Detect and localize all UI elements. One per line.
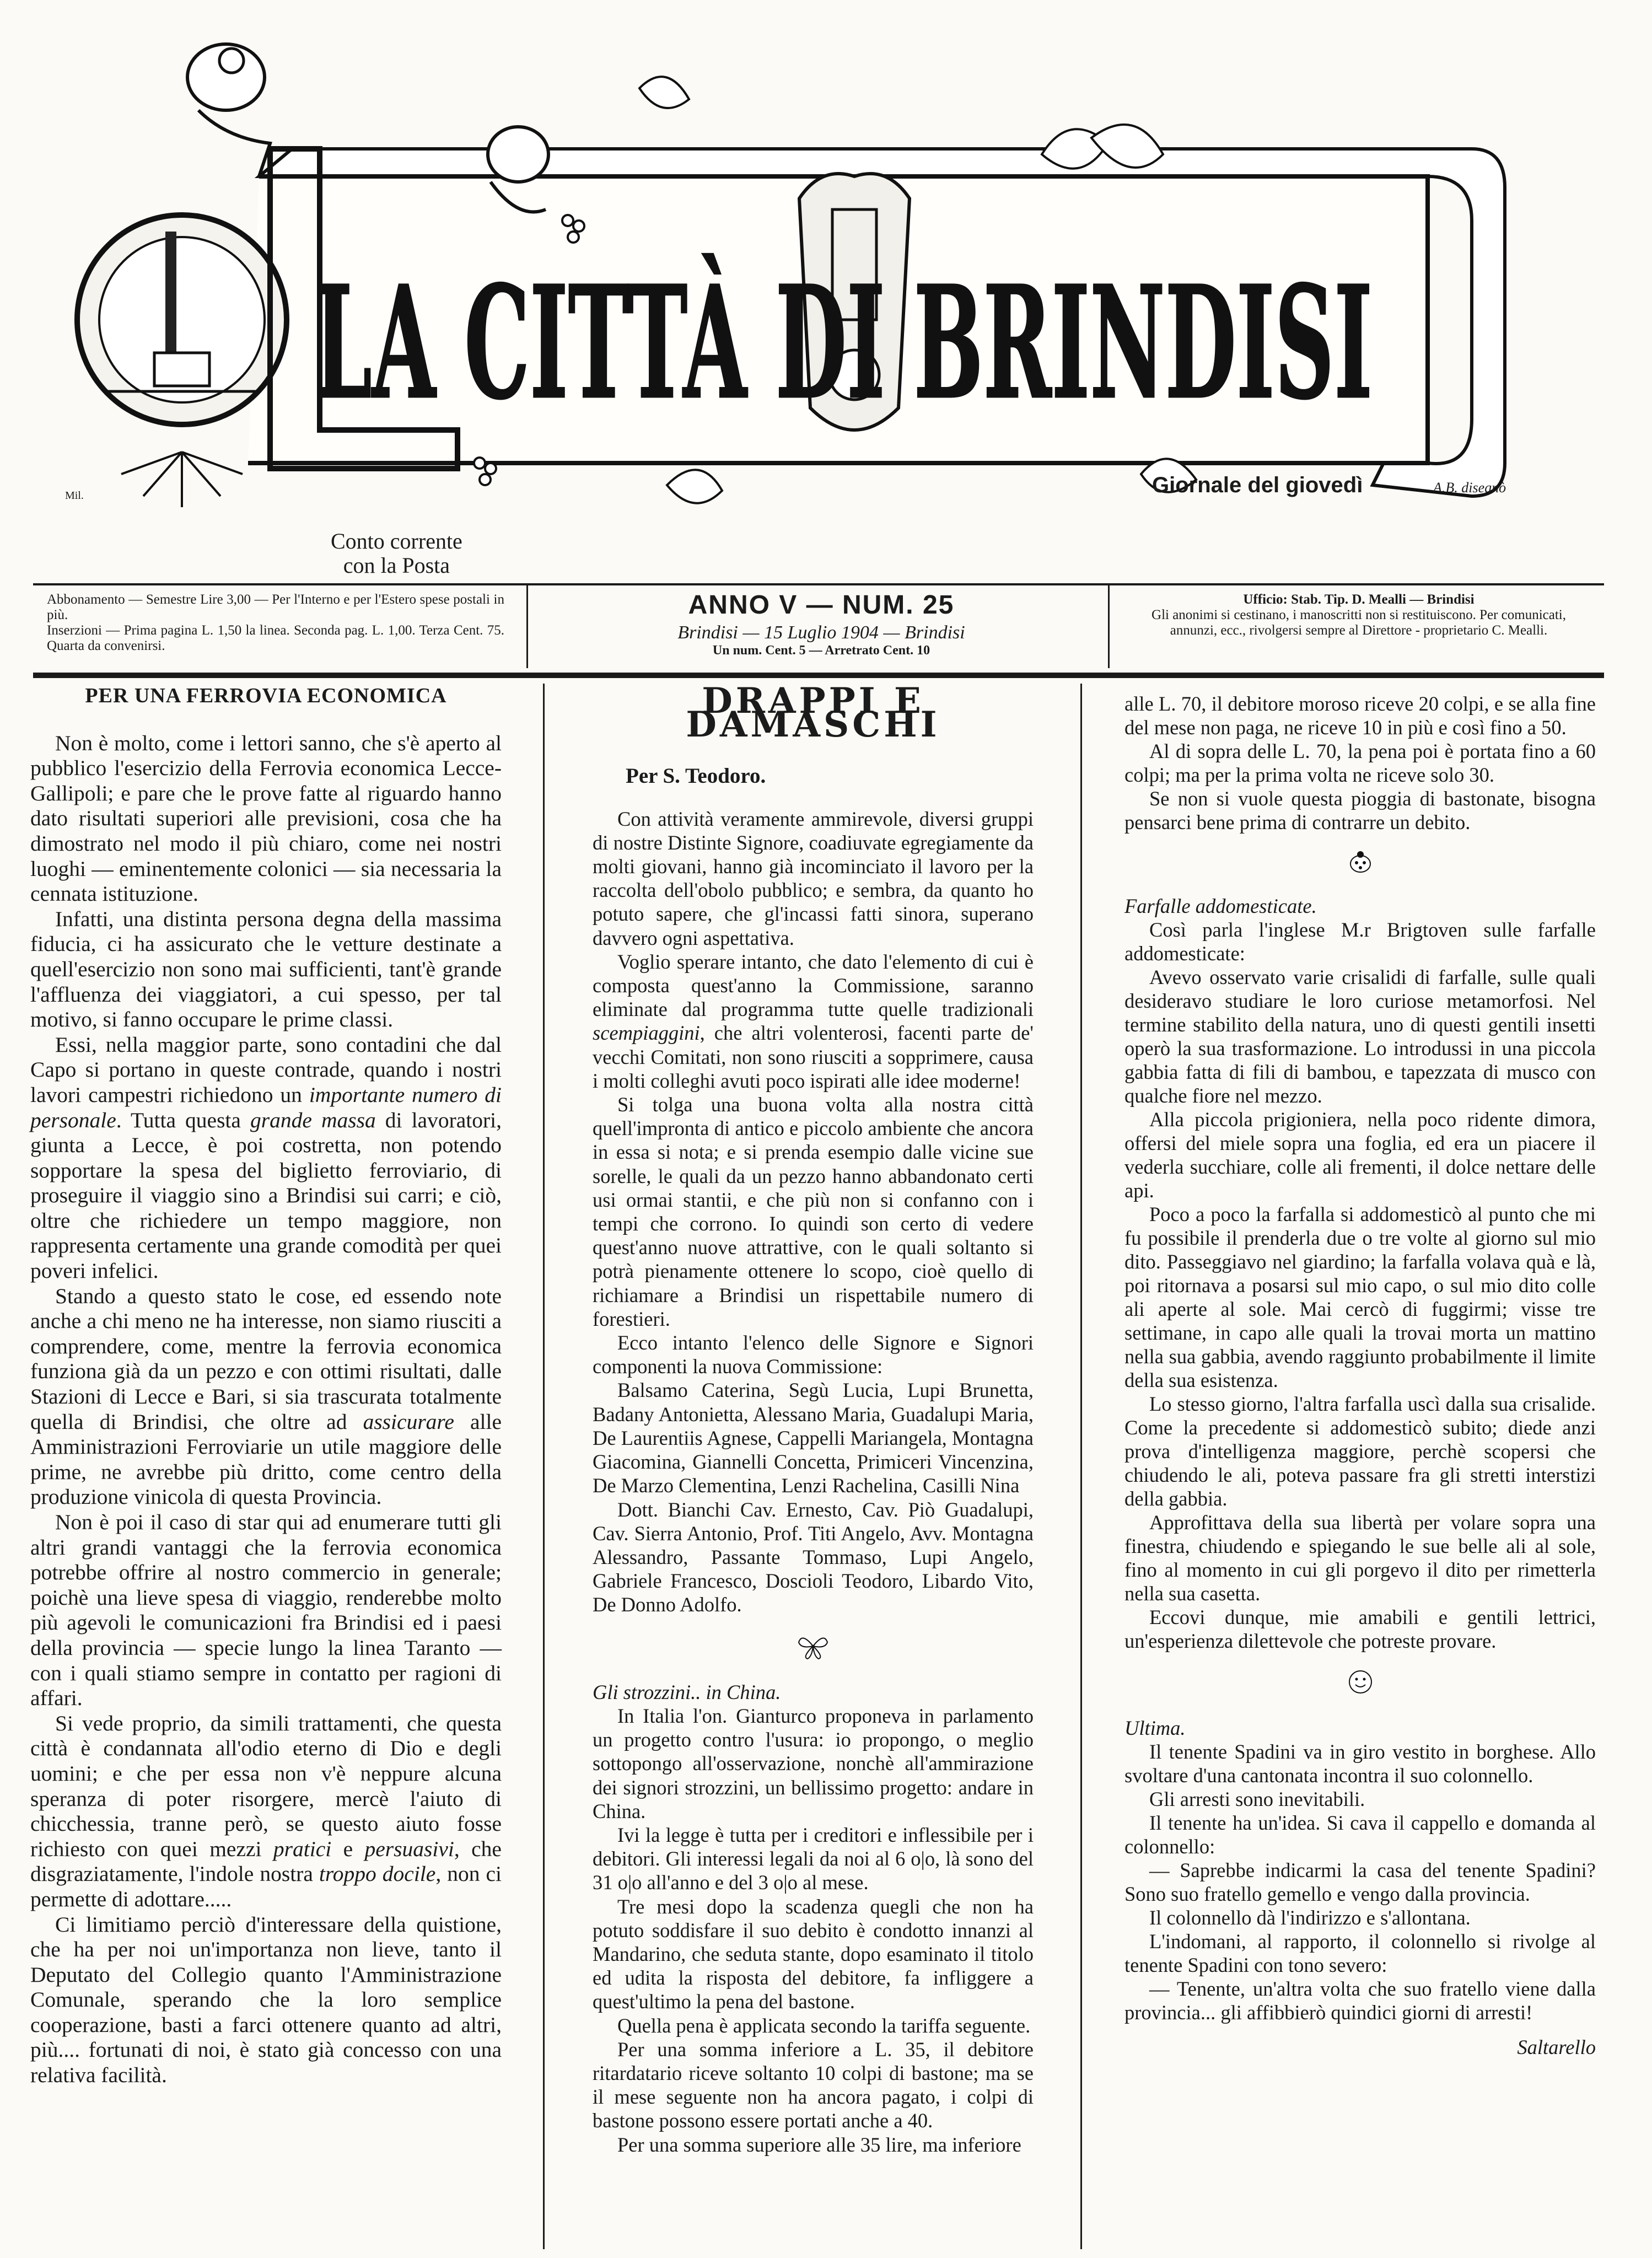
paragraph: Non è poi il caso di star qui ad enumerare tutti gli altri grandi vantaggi che la ferrovia economica potrebbe offrire al nostro commercio in generale; poichè una lieve spesa di viaggio, renderebbe molto più agevoli le comunicazioni fra Brindisi ed i paesi della provincia — specie lungo la linea Taranto — con i quali stiamo sempre in contatto per ragioni di affari. [30,1510,502,1711]
artist-credit: A.B. disegnò [1433,480,1506,496]
paragraph: Ecco intanto l'elenco delle Signore e Signori componenti la nuova Commissione: [593,1331,1034,1378]
office-line: Ufficio: Stab. Tip. D. Mealli — Brindisi [1243,592,1475,607]
paragraph: Tre mesi dopo la scadenza quegli che non ha potuto soddisfare il suo debito è condotto innanzi al Mandarino, che seduta stante, dopo esaminato il titolo ed udita la risposta del debitore, fa infliggere a quest'ultimo la pena del bastone. [593,1895,1034,2013]
paragraph: — Saprebbe indicarmi la casa del tenente Spadini? Sono suo fratello gemello e vengo dalla provincia. [1124,1859,1596,1905]
paragraph: Voglio sperare intanto, che dato l'elemento di cui è composta quest'anno la Commissione, saranno eliminate dal programma tutte quelle tradizionali scempiaggini, che altri volenterosi, facenti parte de' vecchi Comitati, non sono riusciti a sopprimere, causa i molti colleghi avuti poco ispirati alle idee moderne! [593,950,1034,1092]
paragraph: Per una somma superiore alle 35 lire, ma inferiore [617,2133,1021,2156]
office-info [1130,592,1588,638]
paragraph: Stando a questo stato le cose, ed essendo note anche a chi meno ne ha interesse, non siamo riusciti a comprendere, come, mentre la ferrovia economica funziona già da un pezzo e con ottimi risultati, dalle Stazioni di Lecce e Bari, si sia trascurata totalmente quella di Brindisi, che oltre ad assicurare alle Amministrazioni Ferroviarie un utile maggiore delle prime, ne avrebbe più dritto, come centro della produzione vinicola di questa Provincia. [30,1283,502,1509]
issue-date: Brindisi — 15 Luglio 1904 — Brindisi [677,622,965,643]
top-rule [33,583,1604,585]
issue-number: ANNO V — NUM. 25 [688,590,955,620]
masthead-mark: Mil. [65,490,84,502]
paragraph: Ivi la legge è tutta per i creditori e inflessibile per i debitori. Gli interessi legali da noi al 6 o|o, là sono del 31 o|o all'anno e del 3 o|o al mese. [593,1823,1034,1894]
header-rule [33,673,1604,678]
paragraph: Infatti, una distinta persona degna della massima fiducia, ci ha assicurato che le vetture destinate a quell'esercizio non sono mai sufficienti, tant'è grande l'affluenza dei viaggiatori, a cui spesso, per tal motivo, si fanno occupare le prime classi. [30,906,502,1032]
ladybug-ornament-icon [1124,850,1596,879]
paragraph: Se non si vuole questa pioggia di bastonate, bisogna pensarci bene prima di contrarre un debito. [1124,787,1596,834]
paragraph: — Tenente, un'altra volta che suo fratello viene dalla provincia... gli affibbierò quindici giorni di arresti! [1124,1977,1596,2024]
article-column-3 [1124,692,1596,2059]
paragraph: Balsamo Caterina, Segù Lucia, Lupi Brunetta, Badany Antonietta, Alessano Maria, Guadalupi Maria, De Laurentiis Agnese, Cappelli Mariangela, Montagna Giacomina, Giannelli Concetta, Primiceri Vincenzina, De Marzo Clementina, Lenzi Rachelina, Casilli Nina [593,1379,1034,1497]
paragraph: Lo stesso giorno, l'altra farfalla uscì dalla sua crisalide. Come la precedente si addomesticò subito; diede anzi prova d'intelligenza maggiore, perchè scopersi che chiudendo le ali, poteva passare fra gli stretti interstizi della gabbia. [1124,1393,1596,1510]
section-head-farfalle: Farfalle addomesticate. [1124,895,1317,917]
signature: Saltarello [1517,2036,1596,2058]
headline-drappi: DRAPPI E DAMASCHI [686,680,940,746]
paragraph: Avevo osservato varie crisalidi di farfalle, sulle quali desideravo studiare le loro curiose metamorfosi. Nel termine stabilito della natura, uno di questi gentili insetti operò la sua trasformazione. Lo introdussi in una piccola gabbia fatta di fili di bambou, e tapezzata di musco con qualche fiore nel mezzo. [1124,966,1596,1107]
paragraph: Si vede proprio, da simili trattamenti, che questa città è condannata all'odio eterno di Dio e degli uomini; e che per essa non v'è neppure alcuna speranza di poter risorgere, mercè l'aiuto di chicchessia, tranne però, se questo aiuto fosse richiesto con quei mezzi pratici e persuasivi, che disgraziatamente, l'indole nostra troppo docile, non ci permette di adottare..... [30,1711,502,1911]
article-ferrovia [30,684,502,2088]
paragraph: Essi, nella maggior parte, sono contadini che dal Capo si portano in queste contrade, quando i nostri lavori campestri richiedono un importante numero di personale. Tutta questa grande massa di lavoratori, giunta a Lecce, è poi costretta, non potendo sopportare la spesa del biglietto ferroviario, di proseguire il viaggio sino a Brindisi sui carri; e ciò, oltre che richiedere un tempo maggiore, non rappresenta certamente una grande comodità per quei poveri infelici. [30,1032,502,1283]
paragraph: Quella pena è applicata secondo la tariffa seguente. [617,2014,1031,2037]
postal-note-line-2: con la Posta [343,553,450,578]
section-head-ultima: Ultima. [1124,1717,1186,1739]
paragraph: Così parla l'inglese M.r Brigtoven sulle farfalle addomesticate: [1124,918,1596,965]
paragraph: Per una somma inferiore a L. 35, il debitore ritardatario riceve soltanto 10 colpi di bastone; ma se il mese seguente non ha ancora pagato, i colpi di bastone possono essere portati anche a 40. [593,2037,1034,2132]
butterfly-ornament-icon [593,1632,1034,1665]
masthead-title: LA CITTÀ DI BRINDISI [314,252,1373,434]
paragraph: Alla piccola prigioniera, nella poco ridente dimora, offersi del miele sopra una foglia, ed era un piacere il vederla succhiare, colle ali frementi, il dolce nettare delle api. [1124,1108,1596,1202]
column-divider-2 [1080,684,1082,2249]
paragraph: Dott. Bianchi Cav. Ernesto, Cav. Piò Guadalupi, Cav. Sierra Antonio, Prof. Titi Angelo, Avv. Montagna Alessandro, Passante Tommaso, Lupi Angelo, Gabriele Francesco, Doscioli Teodoro, Libardo Vito, De Donno Adolfo. [593,1498,1034,1616]
issue-info [546,590,1097,658]
subscription-info [47,592,504,654]
article-drappi [593,680,1034,2157]
issue-price: Un num. Cent. 5 — Arretrato Cent. 10 [712,643,930,658]
paragraph: Si tolga una buona volta alla nostra città quell'impronta di antico e piccolo ambiente che ancora in essa si nota; e si prenda esempio dalle vicine sue sorelle, le quali da un pezzo hanno abbandonato certi usi ormai stantii, e che più non si confanno con i tempi che corrono. Io quindi son certo di vedere quest'anno nuove attrattive, con le quali soltanto si potrà pienamente ottenere lo scopo, cioè quello di richiamare a Brindisi un rispettabile numero di forestieri. [593,1093,1034,1330]
paragraph: Poco a poco la farfalla si addomesticò al punto che mi fu possibile il prenderla due o tre volte al giorno sul mio dito. Passeggiavo nel giardino; la farfalla volava quà e là, poi ritornava a posarsi sul mio capo, o sul mio dito colle ali aperte al sole. Mai cercò di fuggirmi; visse tre settimane, in capo alle quali la trovai morta un mattino nella sua gabbia, avendo raggiunto probabilmente il limite della sua esistenza. [1124,1203,1596,1391]
paragraph: Non è molto, come i lettori sanno, che s'è aperto al pubblico l'esercizio della Ferrovia economica Lecce-Gallipoli; e pare che le prove fatte al riguardo hanno dato risultati superiori alle previsioni, cosa che ha dimostrato nel modo il più chiaro, come nei nostri luoghi — eminentemente colonici — sia necessaria la cennata istituzione. [30,730,502,906]
subscription-line: Abbonamento — Semestre Lire 3,00 — Per l'Interno e per l'Estero spese postali in più. [47,592,504,622]
paragraph: Gli arresti sono inevitabili. [1149,1788,1365,1810]
paragraph: L'indomani, al rapporto, il colonnello si rivolge al tenente Spadini con tono severo: [1124,1930,1596,1976]
section-head-strozzini: Gli strozzini.. in China. [593,1680,781,1703]
paragraph: Il colonnello dà l'indirizzo e s'allontana. [1149,1906,1471,1929]
paragraph: Il tenente Spadini va in giro vestito in borghese. Allo svoltare d'una cantonata incontra il suo colonnello. [1124,1740,1596,1787]
paragraph: Il tenente ha un'idea. Si cava il cappello e domanda al colonnello: [1124,1811,1596,1858]
paragraph: Ci limitiamo perciò d'interessare della quistione, che ha per noi un'importanza non lieve, tanto il Deputato del Collegio quanto l'Amministrazione Comunale, sperando che la loro semplice cooperazione, basti a farci ottenere quanto ad altri, più.... fortunati di noi, è stato già concesso con una relativa facilità. [30,1912,502,2088]
masthead-subtitle: Giornale del giovedì [1152,473,1363,497]
anonymous-notice: Gli anonimi si cestinano, i manoscritti non si restituiscono. Per comunicati, annunzi, ecc., rivolgersi sempre al Direttore - proprietario C. Mealli. [1151,607,1566,638]
paragraph: Eccovi dunque, mie amabili e gentili lettrici, un'esperienza dilettevole che potreste provare. [1124,1606,1596,1652]
postal-note [331,529,462,578]
paragraph: In Italia l'on. Gianturco proponeva in parlamento un progetto contro l'usura: io propongo, o meglio sottopongo all'osservazione, nonchè all'ammirazione dei signori strozzini, un bellissimo progetto: andare in China. [593,1704,1034,1822]
postal-note-line-1: Conto corrente [331,529,462,553]
smiley-ornament-icon [1124,1668,1596,1701]
paragraph: Approfittava della sua libertà per volare sopra una finestra, chiudendo e spiegando le sue belle ali al sole, fino al momento in cui gli porgevo il dito per rimetterla nella sua casetta. [1124,1511,1596,1605]
paragraph: alle L. 70, il debitore moroso riceve 20 colpi, e se alla fine del mese non paga, ne riceve 10 in più e così fino a 50. [1124,692,1596,739]
insertion-line: Inserzioni — Prima pagina L. 1,50 la linea. Seconda pag. L. 1,00. Terza Cent. 75. Quarta da convenirsi. [47,623,504,653]
subhead-teodoro: Per S. Teodoro. [626,764,766,788]
info-divider-right [1108,585,1110,668]
column-divider-1 [543,684,545,2249]
info-divider-left [526,585,528,668]
paragraph: Al di sopra delle L. 70, la pena poi è portata fino a 60 colpi; ma per la prima volta ne riceve solo 30. [1124,740,1596,786]
headline-ferrovia: PER UNA FERROVIA ECONOMICA [85,684,447,707]
paragraph: Con attività veramente ammirevole, diversi gruppi di nostre Distinte Signore, coadiuvate egregiamente da molti giovani, hanno già incominciato il lavoro per la raccolta dell'obolo pubblico; e sembra, da quanto ho potuto sapere, che gl'incassi fatti sinora, superano davvero ogni aspettativa. [593,807,1034,949]
